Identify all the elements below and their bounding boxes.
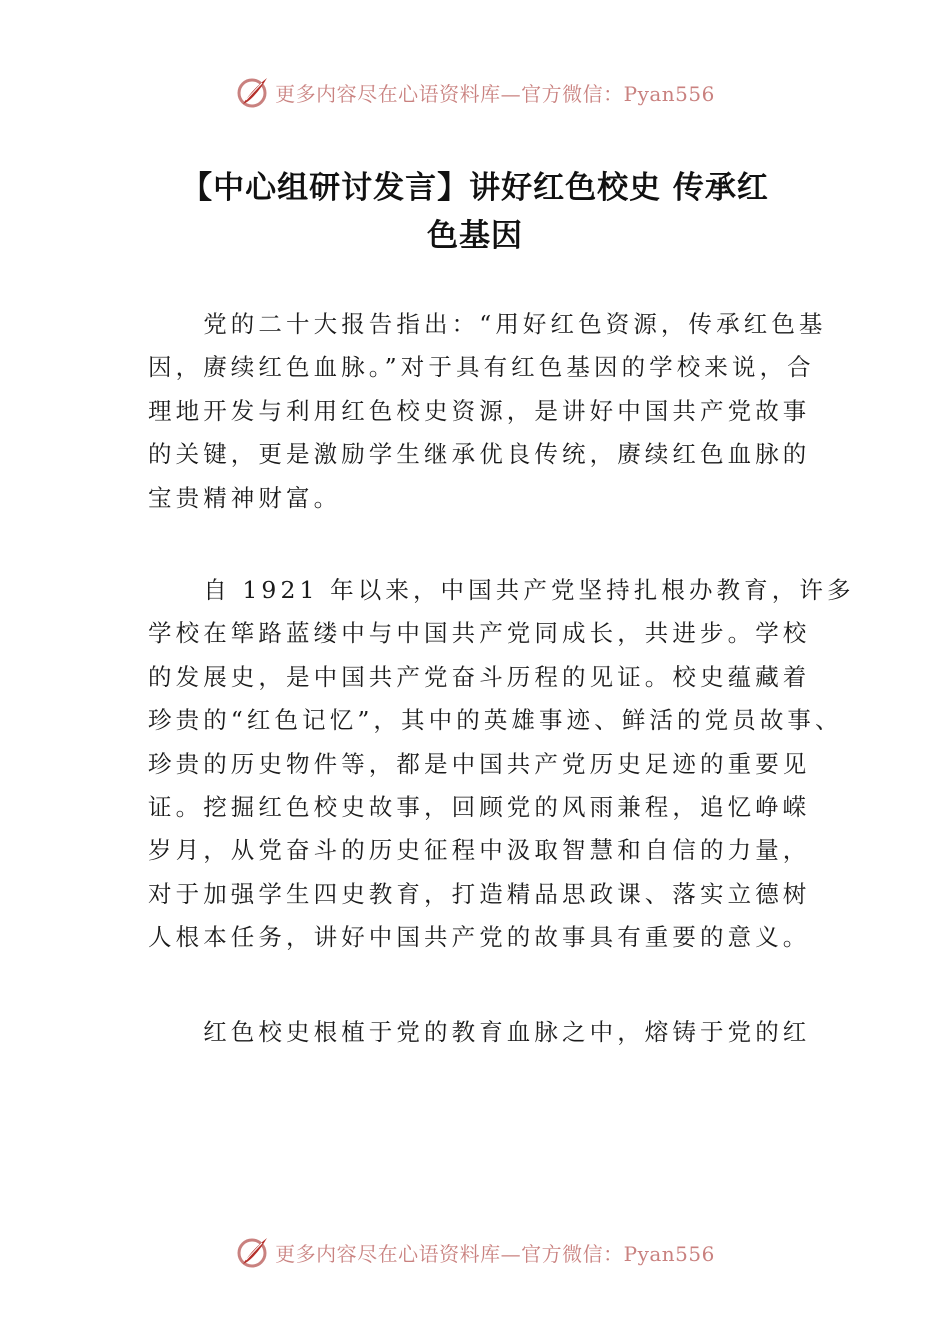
text-line: 岁月，从党奋斗的历史征程中汲取智慧和自信的力量， (148, 836, 811, 865)
paragraph-2 (148, 569, 855, 960)
text-line: 理地开发与利用红色校史资源，是讲好中国共产党故事 (148, 396, 811, 425)
text-line: 的发展史，是中国共产党奋斗历程的见证。校史蕴藏着 (148, 662, 811, 691)
quill-logo-icon (235, 1234, 271, 1270)
text-line: 党的二十大报告指出：“用好红色资源，传承红色基 (148, 310, 827, 338)
text-line: 红色校史根植于党的教育血脉之中，熔铸于党的红 (148, 1018, 811, 1046)
paragraph-3 (148, 1011, 811, 1054)
watermark-text: 更多内容尽在心语资料库—官方微信：Pyan556 (275, 81, 715, 106)
watermark-text: 更多内容尽在心语资料库—官方微信：Pyan556 (275, 1241, 715, 1266)
text-line: 学校在筚路蓝缕中与中国共产党同成长，共进步。学校 (148, 619, 811, 648)
text-line: 人根本任务，讲好中国共产党的故事具有重要的意义。 (148, 923, 811, 952)
text-line: 的关键，更是激励学生继承优良传统，赓续红色血脉的 (148, 440, 811, 469)
text-line: 对于加强学生四史教育，打造精品思政课、落实立德树 (148, 879, 811, 908)
text-line: 证。挖掘红色校史故事，回顾党的风雨兼程，追忆峥嵘 (148, 793, 811, 822)
watermark-header (0, 72, 950, 112)
title-line: 色基因 (427, 218, 523, 254)
text-line: 珍贵的历史物件等，都是中国共产党历史足迹的重要见 (148, 749, 811, 778)
title-line: 【中心组研讨发言】讲好红色校史 传承红 (181, 170, 769, 206)
text-line: 自 1921 年以来，中国共产党坚持扎根办教育，许多 (148, 576, 855, 604)
text-line: 因，赓续红色血脉。”对于具有红色基因的学校来说，合 (148, 353, 815, 382)
text-line: 宝贵精神财富。 (148, 483, 342, 512)
paragraph-1 (148, 303, 827, 520)
quill-logo-icon (235, 74, 271, 110)
document-title (150, 164, 800, 260)
watermark-footer (0, 1232, 950, 1272)
text-line: 珍贵的“红色记忆”，其中的英雄事迹、鲜活的党员故事、 (148, 706, 843, 735)
